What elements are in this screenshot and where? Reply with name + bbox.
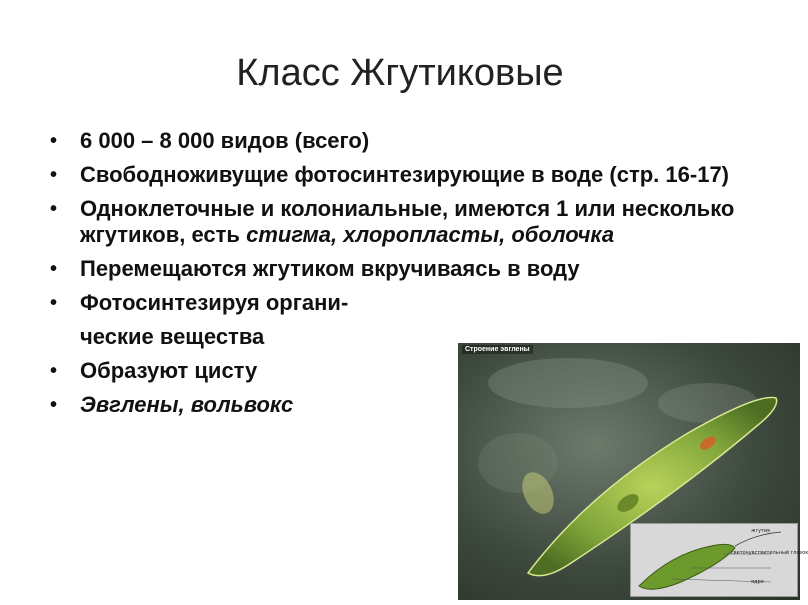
bullet-item [48, 128, 748, 154]
bullet-text: Фотосинтезируя органи- [80, 290, 349, 315]
bullet-item [48, 196, 748, 248]
bullet-dot-icon: • [50, 130, 58, 152]
bullet-text: Перемещаются жгутиком вкручиваясь в воду [80, 256, 580, 281]
bullet-text: Образуют цисту [80, 358, 258, 383]
bullet-text: Одноклеточные и колониальные, имеются 1 или несколько жгутиков, есть [80, 196, 735, 247]
bullet-dot-icon: • [50, 292, 58, 314]
bullet-item [48, 256, 748, 282]
bullet-italic-text: Эвглены, вольвокс [80, 392, 294, 417]
slide-title: Класс Жгутиковые [236, 52, 564, 94]
inset-diagram [631, 524, 797, 596]
bullet-dot-icon: • [50, 394, 58, 416]
euglena-structure-inset [630, 523, 808, 597]
bullet-text: Свободноживущие фотосинтезирующие в воде (стр. 16-17) [80, 162, 729, 187]
bullet-dot-icon: • [50, 258, 58, 280]
bullet-text: 6 000 – 8 000 видов (всего) [80, 128, 370, 153]
bullet-item [48, 162, 748, 188]
bullet-item [48, 290, 748, 316]
bullet-dot-icon: • [50, 164, 58, 186]
bullet-italic-text: стигма, хлоропласты, оболочка [246, 222, 615, 247]
euglena-micrograph [458, 343, 808, 600]
bullet-dot-icon: • [50, 198, 58, 220]
bullet-dot-icon: • [50, 360, 58, 382]
image-caption: Строение эвглены [462, 345, 533, 354]
inset-label-nucleus: ядро [751, 579, 764, 585]
bullet-text: ческие вещества [80, 324, 265, 349]
inset-label-flagellum: жгутик [751, 528, 771, 534]
inset-label-eyespot: светочувствительный глазок [731, 550, 808, 556]
